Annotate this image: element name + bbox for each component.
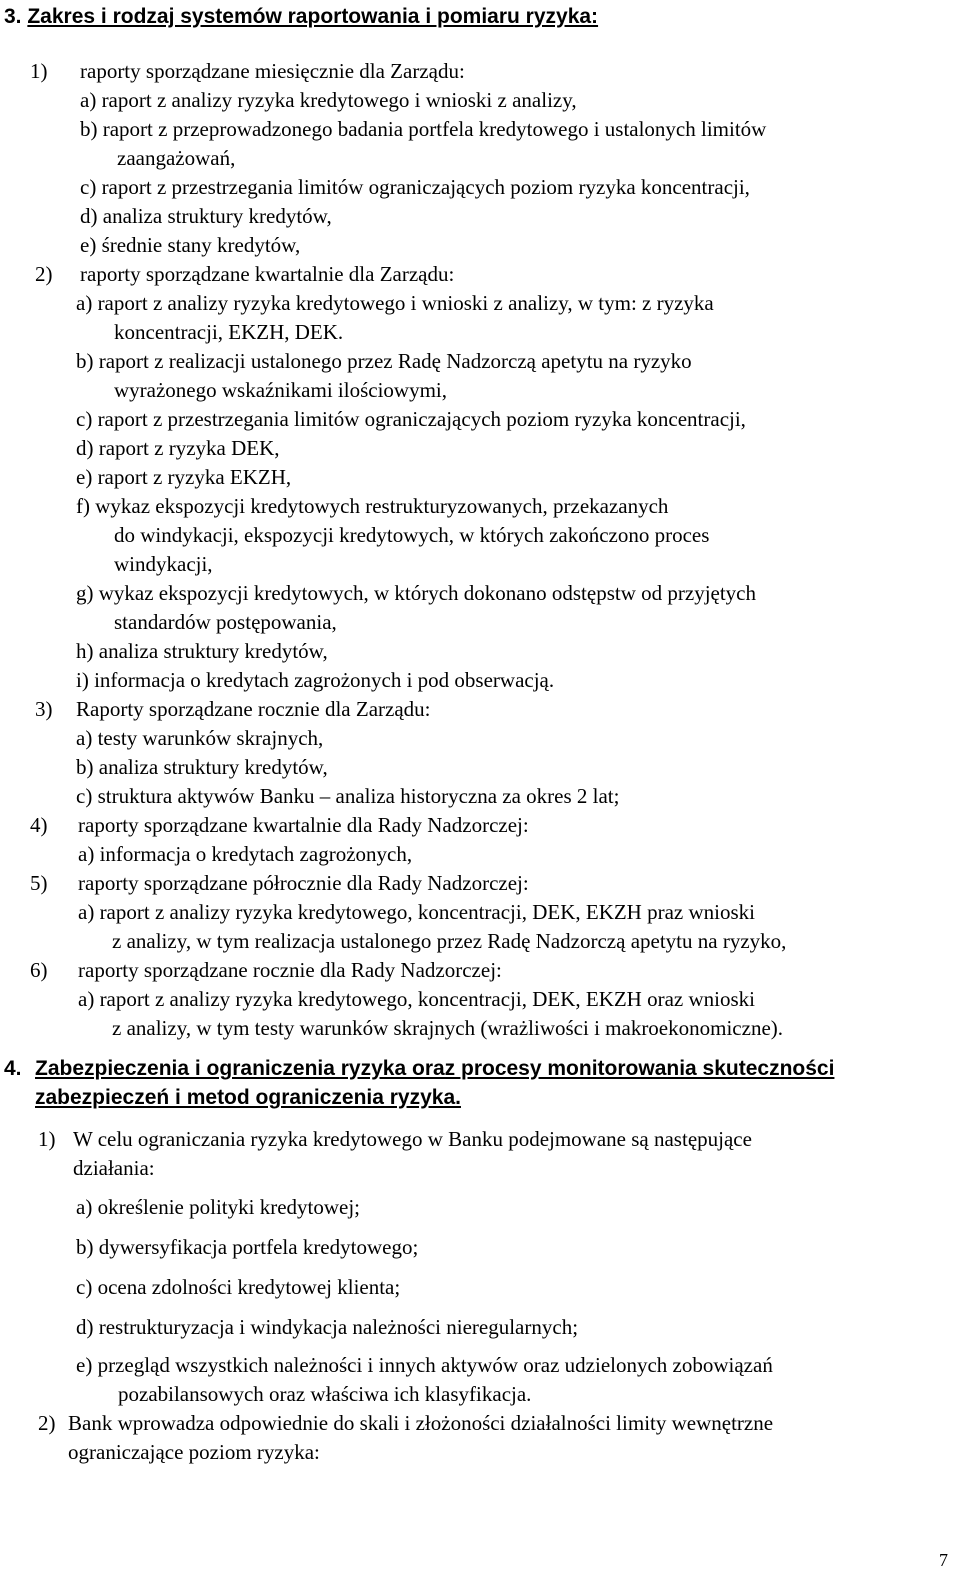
section-3-title: Zakres i rodzaj systemów raportowania i pomiaru ryzyka: <box>27 5 599 28</box>
section-4-heading <box>4 1054 952 1112</box>
item-3-number: 3) <box>35 697 53 721</box>
s4-item-2-line1: Bank wprowadza odpowiednie do skali i złożoności działalności limity wewnętrzne <box>68 1411 774 1435</box>
item-4-text: raporty sporządzane kwartalnie dla Rady Nadzorczej: <box>78 813 529 837</box>
item-6a-cont: z analizy, w tym testy warunków skrajnych (wrażliwości i makroekonomiczne). <box>112 1016 784 1040</box>
item-3c: c) struktura aktywów Banku – analiza historyczna za okres 2 lat; <box>76 784 620 808</box>
item-5-text: raporty sporządzane półrocznie dla Rady Nadzorczej: <box>78 871 529 895</box>
item-2f-cont1: do windykacji, ekspozycji kredytowych, w których zakończono proces <box>114 523 710 547</box>
item-2d: d) raport z ryzyka DEK, <box>76 436 280 460</box>
s4-item-2-number: 2) <box>38 1411 56 1435</box>
item-1b-text: b) raport z przeprowadzonego badania portfela kredytowego i ustalonych limitów <box>80 117 767 141</box>
item-2e: e) raport z ryzyka EKZH, <box>76 465 292 489</box>
item-3-text: Raporty sporządzane rocznie dla Zarządu: <box>76 697 431 721</box>
s4-item-1d: d) restrukturyzacja i windykacja należności nieregularnych; <box>76 1315 579 1339</box>
s4-item-1-line1: W celu ograniczania ryzyka kredytowego w Banku podejmowane są następujące <box>73 1127 752 1151</box>
s4-item-1-number: 1) <box>38 1127 56 1151</box>
section-3-number: 3. <box>4 5 22 28</box>
item-3a: a) testy warunków skrajnych, <box>76 726 324 750</box>
item-1-text: raporty sporządzane miesięcznie dla Zarządu: <box>80 59 465 83</box>
item-4-number: 4) <box>30 813 48 837</box>
item-6-text: raporty sporządzane rocznie dla Rady Nadzorczej: <box>78 958 502 982</box>
item-1a: a) raport z analizy ryzyka kredytowego i wnioski z analizy, <box>80 88 577 112</box>
section-4-title-line2: zabezpieczeń i metod ograniczenia ryzyka. <box>35 1086 461 1109</box>
section-3-heading <box>4 2 598 31</box>
item-2b: b) raport z realizacji ustalonego przez Radę Nadzorczą apetytu na ryzyko <box>76 349 692 373</box>
section-4-heading-line1 <box>4 1054 952 1083</box>
item-2g-cont: standardów postępowania, <box>114 610 337 634</box>
item-2i: i) informacja o kredytach zagrożonych i pod obserwacją. <box>76 668 555 692</box>
item-5a-cont: z analizy, w tym realizacja ustalonego przez Radę Nadzorczą apetytu na ryzyko, <box>112 929 787 953</box>
item-5-number: 5) <box>30 871 48 895</box>
item-2g: g) wykaz ekspozycji kredytowych, w których dokonano odstępstw od przyjętych <box>76 581 756 605</box>
section-4-title-line1: Zabezpieczenia i ograniczenia ryzyka oraz procesy monitorowania skuteczności <box>35 1057 835 1080</box>
section-4-number: 4. <box>4 1057 22 1080</box>
s4-item-1e-cont: pozabilansowych oraz właściwa ich klasyfikacja. <box>118 1382 532 1406</box>
item-4a: a) informacja o kredytach zagrożonych, <box>78 842 413 866</box>
item-2-number: 2) <box>35 262 53 286</box>
s4-item-1c: c) ocena zdolności kredytowej klienta; <box>76 1275 401 1299</box>
item-2a-cont: koncentracji, EKZH, DEK. <box>114 320 344 344</box>
s4-item-1e: e) przegląd wszystkich należności i innych aktywów oraz udzielonych zobowiązań <box>76 1353 773 1377</box>
s4-item-1b: b) dywersyfikacja portfela kredytowego; <box>76 1235 419 1259</box>
item-2h: h) analiza struktury kredytów, <box>76 639 328 663</box>
item-1e: e) średnie stany kredytów, <box>80 233 301 257</box>
item-2c: c) raport z przestrzegania limitów ograniczających poziom ryzyka koncentracji, <box>76 407 746 431</box>
item-1d: d) analiza struktury kredytów, <box>80 204 332 228</box>
item-2b-cont: wyrażonego wskaźnikami ilościowymi, <box>114 378 448 402</box>
item-2-text: raporty sporządzane kwartalnie dla Zarządu: <box>80 262 455 286</box>
item-5a: a) raport z analizy ryzyka kredytowego, koncentracji, DEK, EKZH praz wnioski <box>78 900 755 924</box>
item-6a: a) raport z analizy ryzyka kredytowego, koncentracji, DEK, EKZH oraz wnioski <box>78 987 755 1011</box>
s4-item-1-line2: działania: <box>73 1156 155 1180</box>
item-6-number: 6) <box>30 958 48 982</box>
item-1c: c) raport z przestrzegania limitów ograniczających poziom ryzyka koncentracji, <box>80 175 750 199</box>
item-3b: b) analiza struktury kredytów, <box>76 755 328 779</box>
item-1b <box>80 115 950 144</box>
item-2a: a) raport z analizy ryzyka kredytowego i wnioski z analizy, w tym: z ryzyka <box>76 291 714 315</box>
item-2f-cont2: windykacji, <box>114 552 213 576</box>
s4-item-2-line2: ograniczające poziom ryzyka: <box>68 1440 320 1464</box>
section-4-heading-line2 <box>4 1083 952 1112</box>
s4-item-1a: a) określenie polityki kredytowej; <box>76 1195 361 1219</box>
item-1-number: 1) <box>30 59 48 83</box>
item-2f: f) wykaz ekspozycji kredytowych restrukturyzowanych, przekazanych <box>76 494 669 518</box>
item-1b-cont: zaangażowań, <box>117 146 236 170</box>
page-number: 7 <box>939 1550 948 1570</box>
